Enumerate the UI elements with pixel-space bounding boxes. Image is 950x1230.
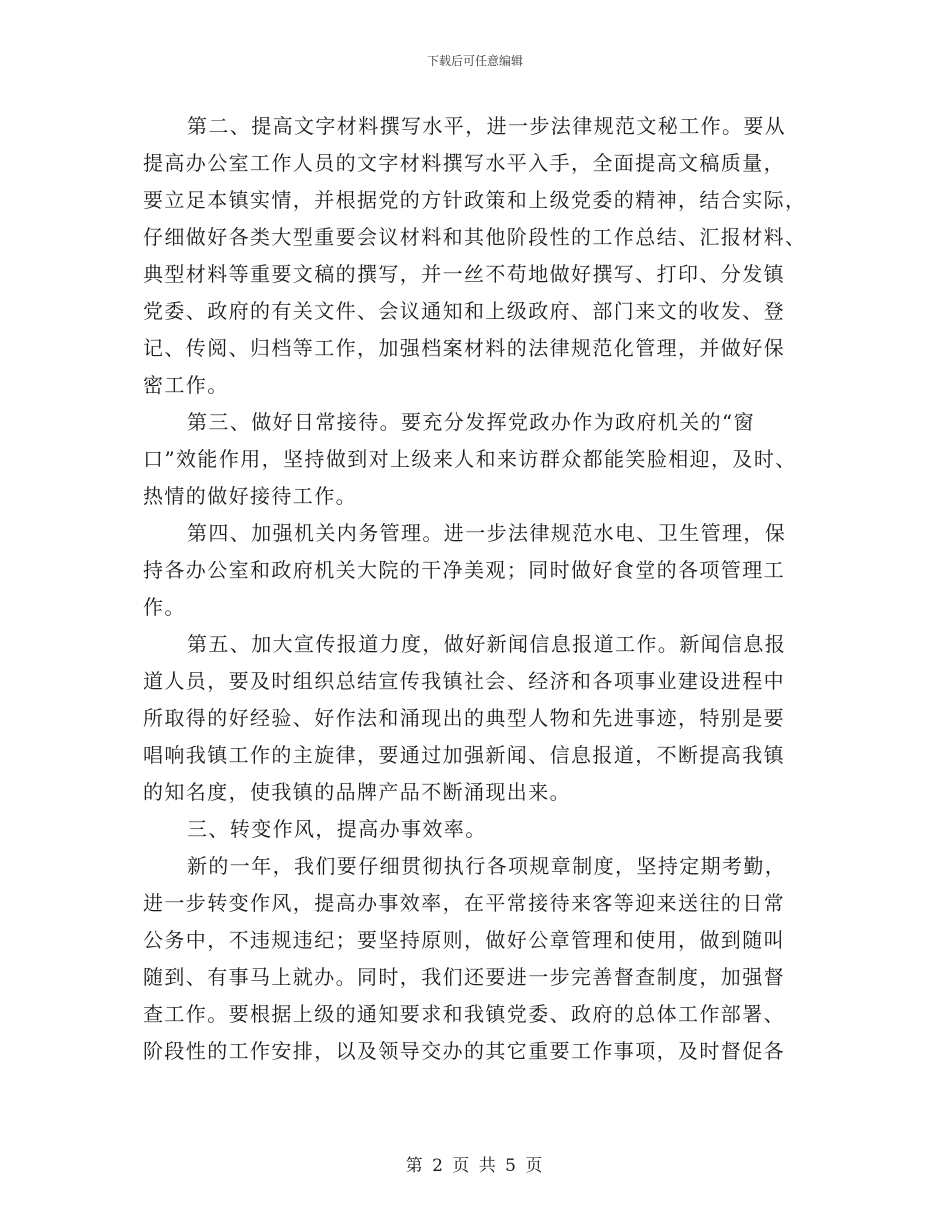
paragraph-line: 随到、有事马上就办。同时，我们还要进一步完善督查制度，加强督 [143,965,785,989]
paragraph-line: 典型材料等重要文稿的撰写，并一丝不苟地做好撰写、打印、分发镇 [143,262,785,286]
paragraph-line: 持各办公室和政府机关大院的干净美观；同时做好食堂的各项管理工 [143,558,785,582]
paragraph-line: 仔细做好各类大型重要会议材料和其他阶段性的工作总结、汇报材料、 [143,225,807,249]
paragraph-line: 道人员，要及时组织总结宣传我镇社会、经济和各项事业建设进程中 [143,669,785,693]
paragraph-line: 唱响我镇工作的主旋律，要通过加强新闻、信息报道，不断提高我镇 [143,743,785,767]
paragraph-line: 提高办公室工作人员的文字材料撰写水平入手，全面提高文稿质量， [143,151,785,175]
paragraph-line: 的知名度，使我镇的品牌产品不断涌现出来。 [143,780,571,804]
page-header: 下载后可任意编辑 [426,54,523,68]
page-number-footer: 第 2 页 共 5 页 [405,1156,545,1176]
paragraph-line: 记、传阅、归档等工作，加强档案材料的法律规范化管理，并做好保 [143,336,785,360]
paragraph-line: 要立足本镇实情，并根据党的方针政策和上级党委的精神，结合实际， [143,188,807,212]
paragraph-line: 进一步转变作风，提高办事效率，在平常接待来客等迎来送往的日常 [143,891,785,915]
paragraph-line: 阶段性的工作安排，以及领导交办的其它重要工作事项，及时督促各 [143,1039,785,1063]
paragraph-line: 第五、加大宣传报道力度，做好新闻信息报道工作。新闻信息报 [187,632,787,656]
paragraph-line: 党委、政府的有关文件、会议通知和上级政府、部门来文的收发、登 [143,299,785,323]
paragraph-line: 公务中，不违规违纪；要坚持原则，做好公章管理和使用，做到随叫 [143,928,785,952]
paragraph-line: 密工作。 [143,373,229,397]
paragraph-line: 第三、做好日常接待。要充分发挥党政办作为政府机关的“窗 [187,410,756,434]
paragraph-line: 新的一年，我们要仔细贯彻执行各项规章制度，坚持定期考勤， [187,854,787,878]
paragraph-line: 所取得的好经验、好作法和涌现出的典型人物和先进事迹，特别是要 [143,706,785,730]
paragraph-line: 作。 [143,595,186,619]
paragraph-line: 第二、提高文字材料撰写水平，进一步法律规范文秘工作。要从 [187,114,787,138]
paragraph-line: 查工作。要根据上级的通知要求和我镇党委、政府的总体工作部署、 [143,1002,785,1026]
document-body [143,108,807,1070]
paragraph-line: 热情的做好接待工作。 [143,484,357,508]
paragraph-line: 口”效能作用，坚持做到对上级来人和来访群众都能笑脸相迎，及时、 [143,447,797,471]
section-heading: 三、转变作风，提高办事效率。 [187,817,487,841]
paragraph-line: 第四、加强机关内务管理。进一步法律规范水电、卫生管理，保 [187,521,787,545]
